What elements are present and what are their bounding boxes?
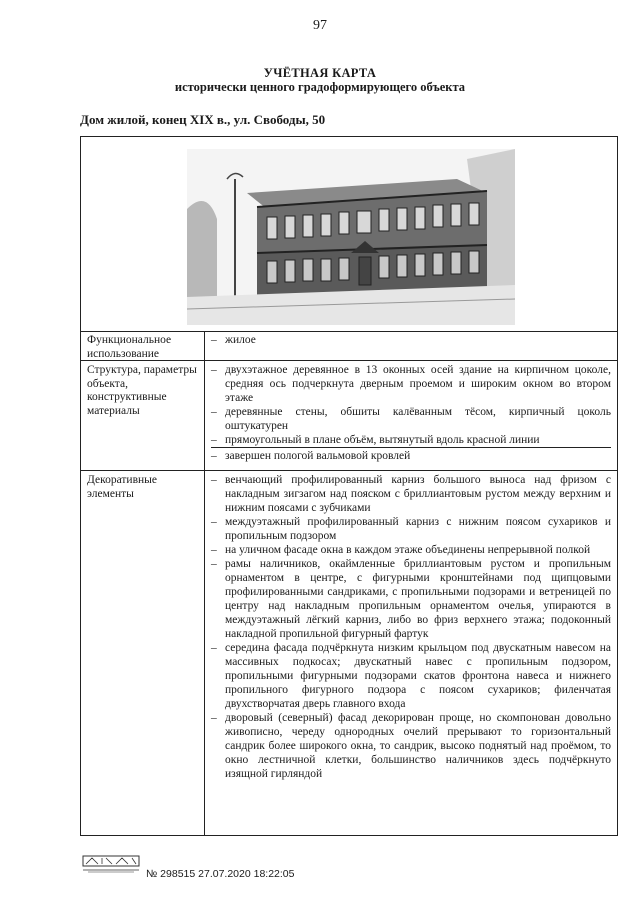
registration-card-table bbox=[80, 136, 618, 836]
list-item: – междуэтажный профилированный карниз с нижним поясом сухариков и пропильным подзором bbox=[211, 516, 611, 542]
photo-cell bbox=[81, 137, 617, 332]
list-item: – жилое bbox=[211, 334, 256, 346]
list-item: – завершен пологой вальмовой кровлей bbox=[211, 450, 411, 462]
list-item: – рамы наличников, окаймленные бриллиантовым рустом и пропильным орнаментом в центре, с фигурными кронштейнами под щипцовыми профилированными сандриками, с пропильными подзорами и ветреницей по центру над накладным пропильным орнаментом очелья, упираются в междуэтажный лёгкий карниз, либо во фриз верхнего этажа; подоконный накладной пропильной фигурный фартук bbox=[211, 558, 611, 640]
row-functional-use bbox=[81, 331, 617, 361]
list-item: – двухэтажное деревянное в 13 оконных осей здание на кирпичном цоколе, средняя ось подчеркнута дверным проемом и широким окном во втором этаже bbox=[211, 364, 611, 404]
document-stamp-icon bbox=[82, 854, 140, 874]
list-item: – дворовый (северный) фасад декорирован проще, но скомпонован довольно живописно, череду однородных очелий прерывают то горизонтальный сандрик более широкого окна, то сандрик, высоко поднятый над проёмом, то окно лестничной клетки, большинство наличников здесь подчёркнуто изящной гирляндой bbox=[211, 712, 611, 780]
list-item: – середина фасада подчёркнута низким крыльцом под двускатным навесом на массивных подкосах; двускатный навес с пропильным подзором, пропильными фигурными подзорами скатов фронтона навеса и нижнего пропильного фигурного подзора с поясом сухариков; филенчатая двухстворчатая дверь главного входа bbox=[211, 642, 611, 710]
page-number: 97 bbox=[313, 18, 327, 33]
list-item: – венчающий профилированный карниз большого выноса над фризом с накладным зигзагом над пояском с бриллиантовым рустом между верхним и нижним поясами с зубчиками bbox=[211, 474, 611, 514]
list-item: – деревянные стены, обшиты калёванным тёсом, кирпичный цоколь оштукатурен bbox=[211, 406, 611, 432]
row-value bbox=[205, 471, 617, 835]
row-decorative bbox=[81, 471, 617, 835]
list-item: – на уличном фасаде окна в каждом этаже объединены непрерывной полкой bbox=[211, 544, 591, 556]
building-photo-icon bbox=[187, 149, 515, 325]
object-heading: Дом жилой, конец XIX в., ул. Свободы, 50 bbox=[80, 112, 326, 127]
list-item: – прямоугольный в плане объём, вытянутый вдоль красной линии bbox=[211, 433, 611, 448]
card-subtitle: исторически ценного градоформирующего объекта bbox=[174, 80, 466, 94]
row-label: Декоративные элементы bbox=[81, 471, 205, 835]
row-structure bbox=[81, 361, 617, 471]
row-label: Структура, параметры объекта, конструктивные материалы bbox=[81, 361, 205, 470]
row-label: Функциональное использование bbox=[81, 331, 205, 360]
card-title: УЧЁТНАЯ КАРТА bbox=[263, 66, 377, 80]
row-value bbox=[205, 331, 617, 360]
registration-number: № 298515 27.07.2020 18:22:05 bbox=[146, 868, 295, 880]
row-value bbox=[205, 361, 617, 470]
